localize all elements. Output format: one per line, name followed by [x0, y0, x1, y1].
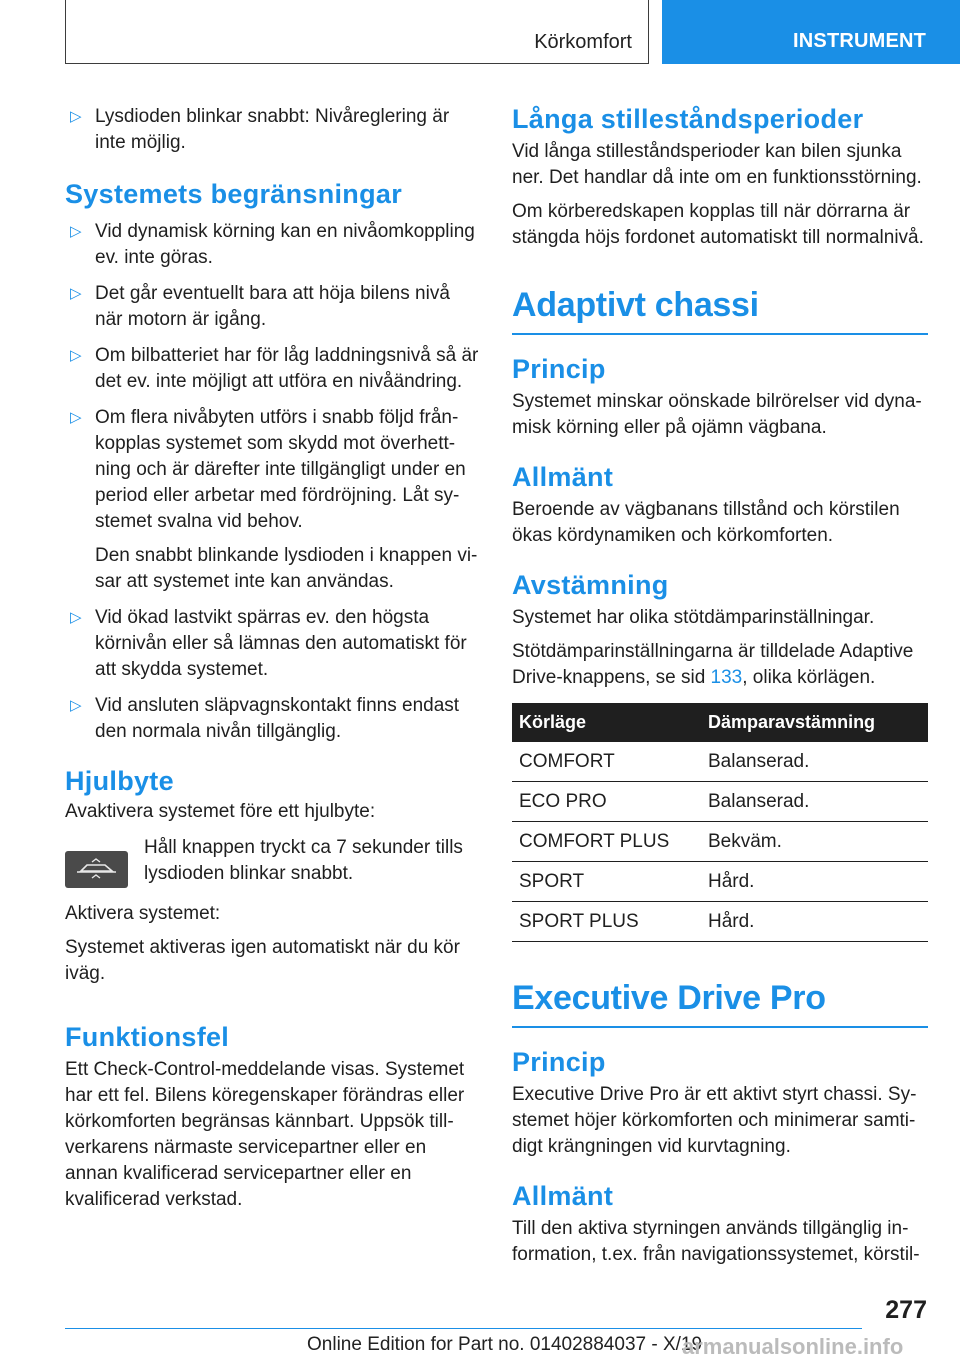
executive-principle-text: Executive Drive Pro är ett aktivt styrt chassi. Systemet höjer körkomforten och minimerar samtidigt krängningen vid kurvtagning.	[512, 1084, 917, 1157]
section-heading-general: Allmänt	[512, 462, 614, 492]
list-item: ▷ Vid ansluten släpvagnskontakt finns endast den normala nivån tillgänglig.	[70, 695, 460, 742]
table-cell: Hård.	[701, 862, 928, 902]
watermark: armanualsonline.info	[682, 1334, 904, 1359]
adaptive-general-text: Beroende av vägbanans tillstånd och körstilen ökas kördynamiken och körkomforten.	[512, 499, 900, 546]
section-heading-tuning: Avstämning	[512, 570, 669, 600]
malfunction-text: Ett Check-Control-meddelande visas. Systemet har ett fel. Bilens köregenskaper förändras eller körkomforten begränsas kännbart. Uppsök tillverkarens närmaste servicepartner eller en annan kvalificerad servicepartner eller en kvalificerad verkstad.	[65, 1059, 465, 1210]
section-heading-principle: Princip	[512, 1047, 606, 1077]
section-heading-limits: Systemets begränsningar	[65, 179, 403, 209]
section-title: Körkomfort	[534, 31, 632, 53]
adaptive-principle-text: Systemet minskar oönskade bilrörelser vid dynamisk körning eller på ojämn vägbana.	[512, 391, 922, 438]
page-number: 277	[885, 1296, 927, 1324]
tuning-text-1: Systemet har olika stötdämparinställningar.	[512, 607, 875, 628]
table-cell: SPORT PLUS	[512, 902, 701, 942]
section-heading-general: Allmänt	[512, 1181, 614, 1211]
footer-divider	[65, 1328, 862, 1329]
button-hold-text: Håll knappen tryckt ca 7 sekunder tills lysdioden blinkar snabbt.	[144, 837, 463, 884]
page-link[interactable]: 133	[710, 667, 743, 688]
edition-text: Online Edition for Part no. 01402884037 - X/19	[307, 1334, 703, 1355]
section-heading-principle: Princip	[512, 354, 606, 384]
suspension-button-icon	[65, 851, 128, 888]
section-heading-long-standing: Långa stilleståndsperioder	[512, 104, 864, 134]
list-item: ▷ Vid ökad lastvikt spärras ev. den högsta körnivån eller så lämnas den automatiskt för att skydda systemet.	[70, 607, 467, 680]
list-item: ▷ Om flera nivåbyten utförs i snabb följd frånkopplas systemet som skydd mot överhettning och är därefter inte tillgängligt under en period eller arbetar med fördröjning. Låt systemet svalna vid behov.	[70, 407, 466, 532]
triangle-bullet-icon: ▷	[70, 409, 82, 426]
list-item: ▷ Lysdioden blinkar snabbt: Nivåreglering är inte möjlig.	[70, 106, 450, 153]
table-cell: COMFORT PLUS	[512, 822, 701, 862]
triangle-bullet-icon: ▷	[70, 347, 82, 364]
chapter-heading-executive: Executive Drive Pro	[512, 978, 928, 1028]
left-column	[65, 98, 481, 1213]
long-standing-text-2: Om körberedskapen kopplas till när dörrarna är stängda höjs fordonet automatiskt till normalnivå.	[512, 201, 924, 248]
tuning-text-2: Stötdämparinställningarna är tilldelade Adaptive Drive-knappens, se sid 133, olika körlägen.	[512, 641, 914, 688]
triangle-bullet-icon: ▷	[70, 108, 82, 125]
table-row	[512, 902, 928, 942]
wheel-activate-label: Aktivera systemet:	[65, 903, 221, 924]
long-standing-text-1: Vid långa stilleståndsperioder kan bilen sjunka ner. Det handlar då inte om en funktionsstörning.	[512, 141, 922, 188]
table-header-row	[512, 703, 928, 742]
chapter-heading-adaptive: Adaptivt chassi	[512, 285, 928, 335]
list-item: ▷ Det går eventuellt bara att höja bilens nivå när motorn är igång.	[70, 283, 450, 330]
section-heading-wheel-change: Hjulbyte	[65, 766, 174, 796]
table-row	[512, 822, 928, 862]
list-item: ▷ Om bilbatteriet har för låg laddningsnivå så är det ev. inte möjligt att utföra en nivåändring.	[70, 345, 479, 392]
table-row	[512, 742, 928, 782]
header-frame	[65, 0, 649, 64]
wheel-deactivate-text: Avaktivera systemet före ett hjulbyte:	[65, 801, 376, 822]
triangle-bullet-icon: ▷	[70, 223, 82, 240]
column-header: Dämparavstämning	[701, 703, 928, 742]
button-instruction	[65, 835, 481, 895]
table-cell: ECO PRO	[512, 782, 701, 822]
list-item-note: Den snabbt blinkande lysdioden i knappen visar att systemet inte kan användas.	[95, 545, 478, 592]
table-row	[512, 862, 928, 902]
table-cell: Balanserad.	[701, 742, 928, 782]
table-cell: SPORT	[512, 862, 701, 902]
right-column	[512, 98, 928, 1268]
wheel-activate-text: Systemet aktiveras igen automatiskt när du kör iväg.	[65, 937, 460, 984]
list-item: ▷ Vid dynamisk körning kan en nivåomkoppling ev. inte göras.	[70, 221, 475, 268]
table-cell: COMFORT	[512, 742, 701, 782]
executive-general-text: Till den aktiva styrningen används tillgänglig information, t.ex. från navigationssystemet, körstil-	[512, 1218, 920, 1265]
triangle-bullet-icon: ▷	[70, 285, 82, 302]
column-header: Körläge	[512, 703, 701, 742]
table-cell: Bekväm.	[701, 822, 928, 862]
triangle-bullet-icon: ▷	[70, 609, 82, 626]
chapter-tab[interactable]: INSTRUMENT	[662, 0, 960, 64]
table-cell: Hård.	[701, 902, 928, 942]
damper-table	[512, 703, 928, 942]
table-cell: Balanserad.	[701, 782, 928, 822]
triangle-bullet-icon: ▷	[70, 697, 82, 714]
table-row	[512, 782, 928, 822]
section-heading-malfunction: Funktionsfel	[65, 1022, 230, 1052]
